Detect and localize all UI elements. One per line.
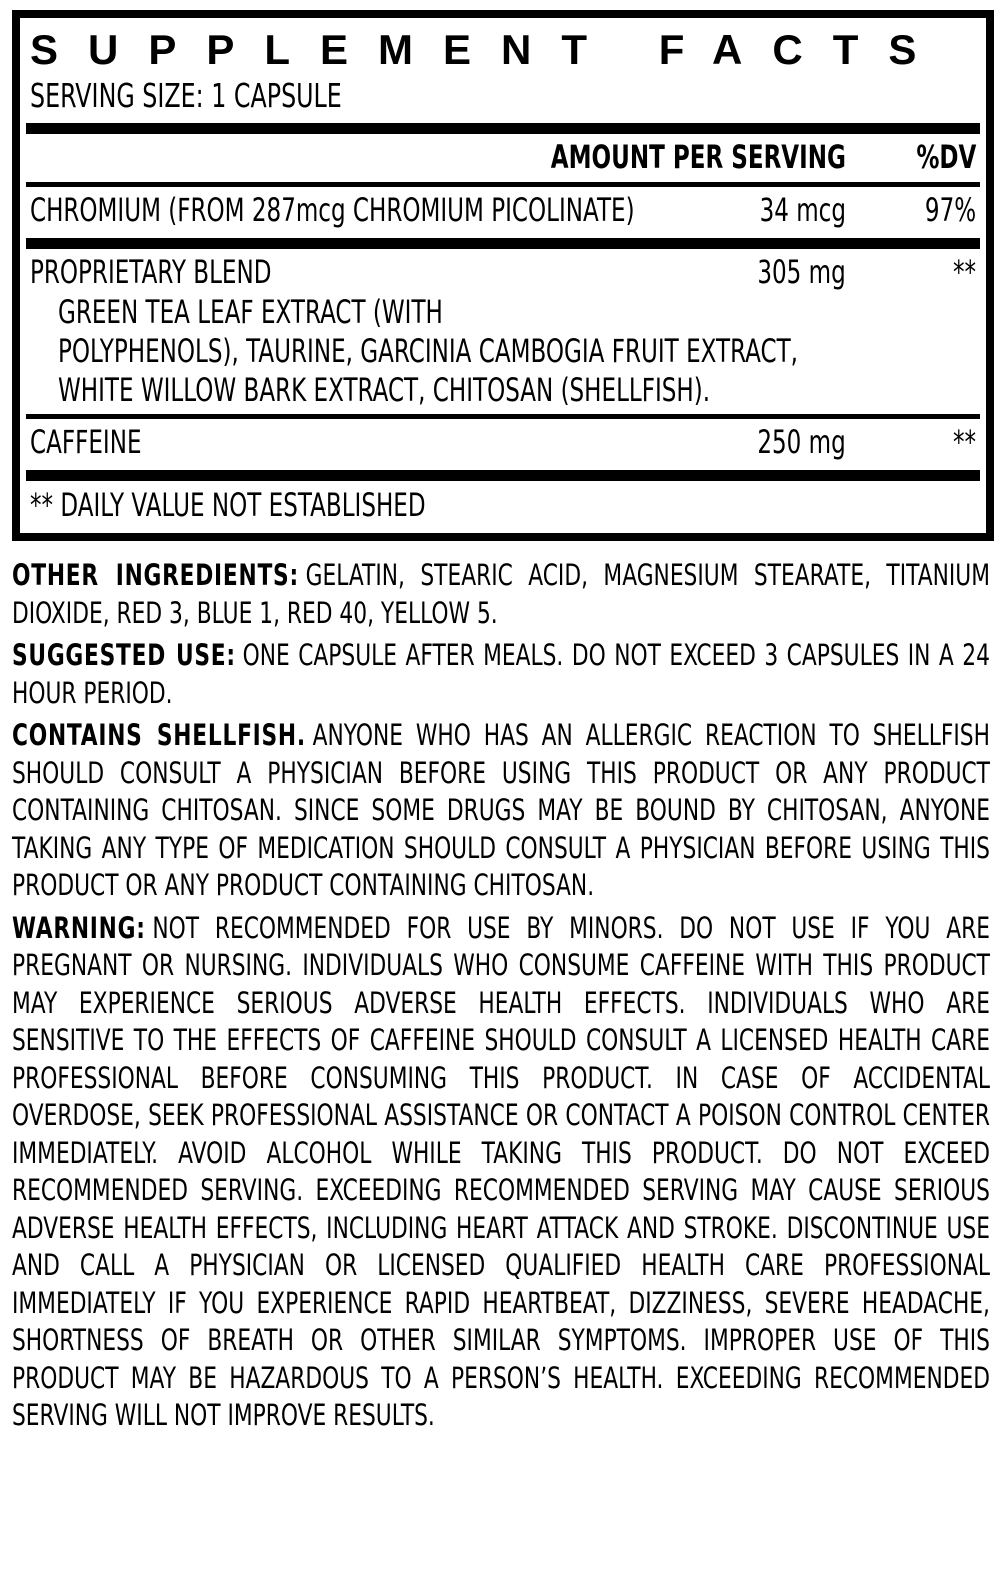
- blend-description-line: POLYPHENOLS), TAURINE, GARCINIA CAMBOGIA FRUIT EXTRACT,: [58, 332, 798, 370]
- blend-description-line: WHITE WILLOW BARK EXTRACT, CHITOSAN (SHELLFISH).: [58, 371, 711, 409]
- proprietary-blend-description: [58, 293, 976, 410]
- nutrient-amount: 305 mg: [757, 253, 846, 291]
- percent-dv-header: %DV: [915, 138, 976, 176]
- nutrient-name: CHROMIUM (FROM 287mcg CHROMIUM PICOLINATE): [30, 191, 635, 229]
- contains-shellfish-label: CONTAINS SHELLFISH.: [12, 718, 306, 752]
- nutrient-dv: **: [952, 253, 976, 291]
- contains-shellfish-paragraph: [12, 717, 990, 905]
- nutrient-dv: **: [952, 423, 976, 461]
- nutrient-name: CAFFEINE: [30, 423, 142, 461]
- thick-divider: [26, 238, 980, 249]
- panel-title: SUPPLEMENT FACTS: [30, 26, 947, 73]
- warning-paragraph: [12, 910, 990, 1435]
- blend-description-line: GREEN TEA LEAF EXTRACT (WITH: [58, 293, 443, 331]
- nutrient-amount: 34 mcg: [759, 191, 846, 229]
- serving-size-text: SERVING SIZE: 1 CAPSULE: [30, 76, 342, 115]
- thick-divider: [26, 470, 980, 481]
- warning-text: NOT RECOMMENDED FOR USE BY MINORS. DO NOT USE IF YOU ARE PREGNANT OR NURSING. INDIVIDUALS WHO CONSUME CAFFEINE WITH THIS PRODUCT MAY EXPERIENCE SERIOUS ADVERSE HEALTH EFFECTS. INDIVIDUALS WHO ARE SENSITIVE TO THE EFFECTS OF CAFFEINE SHOULD CONSULT A LICENSED HEALTH CARE PROFESSIONAL BEFORE CONSUMING THIS PRODUCT. IN CASE OF ACCIDENTAL OVERDOSE, SEEK PROFESSIONAL ASSISTANCE OR CONTACT A POISON CONTROL CENTER IMMEDIATELY. AVOID ALCOHOL WHILE TAKING THIS PRODUCT. DO NOT EXCEED RECOMMENDED SERVING. EXCEEDING RECOMMENDED SERVING MAY CAUSE SERIOUS ADVERSE HEALTH EFFECTS, INCLUDING HEART ATTACK AND STROKE. DISCONTINUE USE AND CALL A PHYSICIAN OR LICENSED QUALIFIED HEALTH CARE PROFESSIONAL IMMEDIATELY IF YOU EXPERIENCE RAPID HEARTBEAT, DIZZINESS, SEVERE HEADACHE, SHORTNESS OF BREATH OR OTHER SIMILAR SYMPTOMS. IMPROPER USE OF THIS PRODUCT MAY BE HAZARDOUS TO A PERSON’S HEALTH. EXCEEDING RECOMMENDED SERVING WILL NOT IMPROVE RESULTS.: [12, 910, 990, 1432]
- other-ingredients-text: GELATIN, STEARIC ACID, MAGNESIUM STEARATE, TITANIUM DIOXIDE, RED 3, BLUE 1, RED 40, YELLOW 5.: [12, 558, 990, 630]
- nutrient-name: PROPRIETARY BLEND: [30, 253, 272, 291]
- serving-size-line: [30, 76, 976, 116]
- nutrient-row-caffeine: [30, 421, 976, 463]
- footnote-text: ** DAILY VALUE NOT ESTABLISHED: [30, 486, 426, 524]
- thin-divider: [26, 182, 980, 187]
- other-ingredients-label: OTHER INGREDIENTS:: [12, 558, 299, 592]
- nutrient-row-chromium: [30, 189, 976, 231]
- column-header-row: [30, 136, 976, 178]
- suggested-use-label: SUGGESTED USE:: [12, 638, 236, 672]
- thin-divider: [26, 414, 980, 419]
- supplement-facts-panel: [12, 10, 994, 541]
- other-ingredients-paragraph: [12, 557, 990, 632]
- daily-value-footnote: [30, 485, 976, 525]
- thick-divider: [26, 123, 980, 134]
- contains-shellfish-text: ANYONE WHO HAS AN ALLERGIC REACTION TO SHELLFISH SHOULD CONSULT A PHYSICIAN BEFORE USING THIS PRODUCT OR ANY PRODUCT CONTAINING CHITOSAN. SINCE SOME DRUGS MAY BE BOUND BY CHITOSAN, ANYONE TAKING ANY TYPE OF MEDICATION SHOULD CONSULT A PHYSICIAN BEFORE USING THIS PRODUCT OR ANY PRODUCT CONTAINING CHITOSAN.: [12, 718, 990, 902]
- warning-label: WARNING:: [12, 910, 146, 945]
- suggested-use-text: ONE CAPSULE AFTER MEALS. DO NOT EXCEED 3 CAPSULES IN A 24 HOUR PERIOD.: [12, 638, 990, 710]
- nutrient-dv: 97%: [924, 191, 976, 229]
- label-body-text: [12, 557, 990, 1435]
- suggested-use-paragraph: [12, 637, 990, 712]
- nutrient-amount: 250 mg: [757, 423, 846, 461]
- nutrient-row-proprietary-blend: [30, 251, 976, 293]
- amount-per-serving-header: AMOUNT PER SERVING: [550, 138, 846, 176]
